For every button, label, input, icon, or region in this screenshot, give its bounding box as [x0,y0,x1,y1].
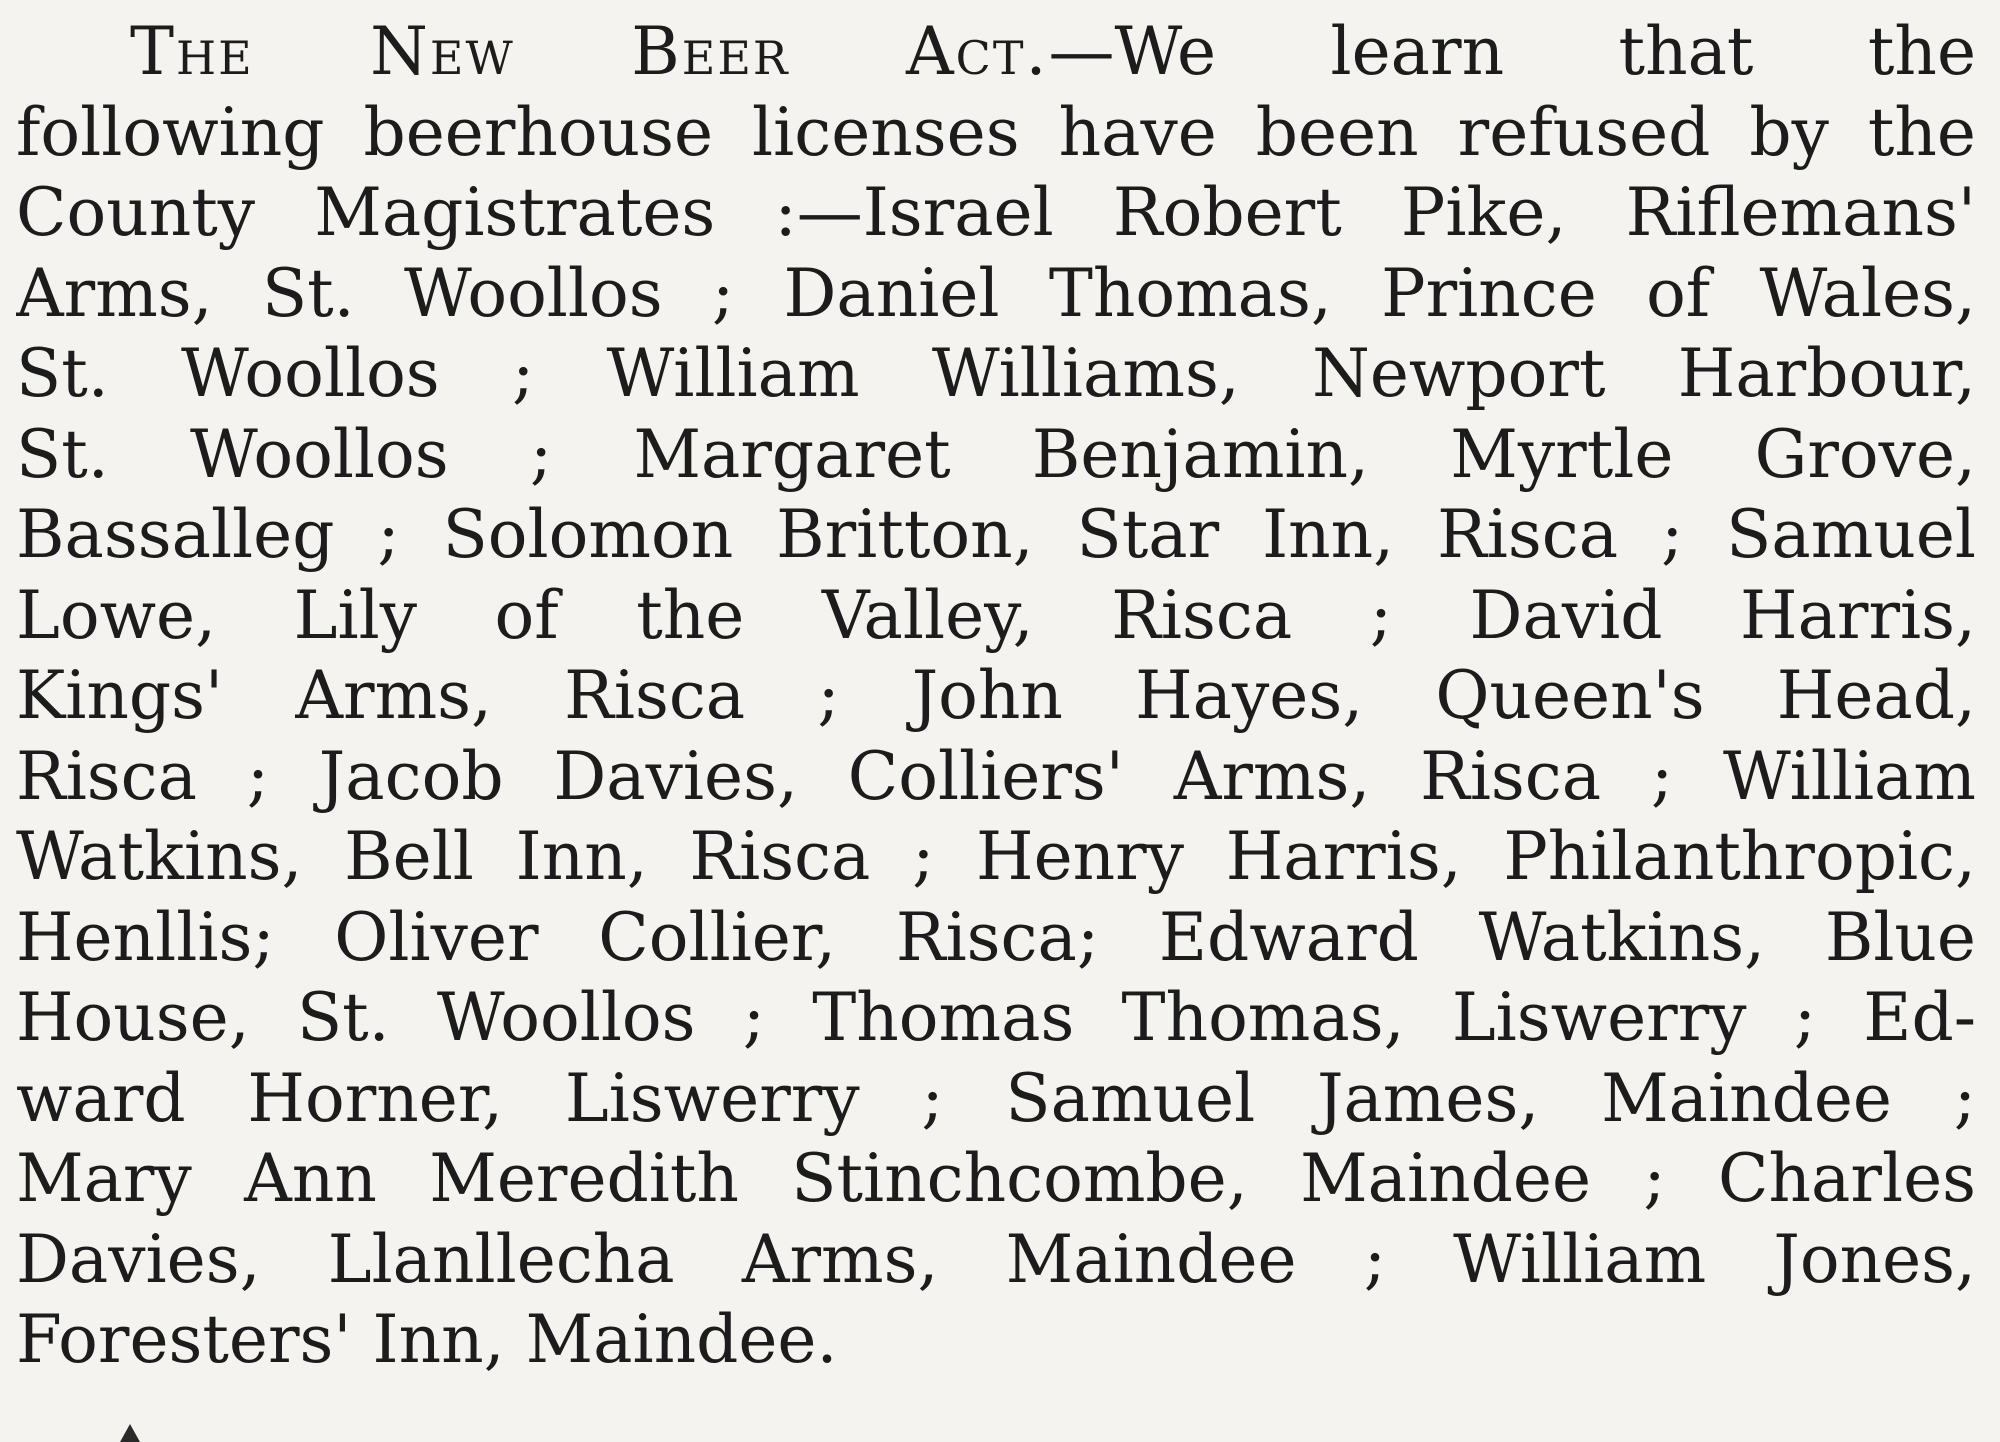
article-line [16,12,1976,93]
article-line-text: —We learn that the [1048,13,1976,90]
article-line: following beerhouse licenses have been refused by the [16,93,1976,171]
article-line: Arms, St. Woollos ; Daniel Thomas, Prince of Wales, [16,254,1976,332]
article-headline: The New Beer Act. [130,13,1049,90]
article-line: House, St. Woollos ; Thomas Thomas, Liswerry ; Ed- [16,979,1976,1056]
article-line: St. Woollos ; Margaret Benjamin, Myrtle Grove, [16,415,1976,493]
article-line: Foresters' Inn, Maindee. [16,1301,838,1378]
article-line: Lowe, Lily of the Valley, Risca ; David Harris, [16,576,1976,654]
article-column [16,12,1976,1381]
article-line: Risca ; Jacob Davies, Colliers' Arms, Risca ; William [16,737,1976,815]
article-line: St. Woollos ; William Williams, Newport Harbour, [16,335,1976,412]
article-line: Bassalleg ; Solomon Britton, Star Inn, Risca ; Samuel [16,496,1976,573]
article-line: ward Horner, Liswerry ; Samuel James, Maindee ; [16,1059,1976,1137]
article-line: Watkins, Bell Inn, Risca ; Henry Harris, Philanthropic, [16,818,1976,895]
article-line: Davies, Llanllecha Arms, Maindee ; William Jones, [16,1220,1976,1298]
article-line: County Magistrates :—Israel Robert Pike, Riflemans' [16,174,1976,251]
article-line: Kings' Arms, Risca ; John Hayes, Queen's Head, [16,657,1976,734]
next-article-cutoff-mark [120,1418,180,1442]
article-line: Henllis; Oliver Collier, Risca; Edward Watkins, Blue [16,898,1976,976]
article-line: Mary Ann Meredith Stinchcombe, Maindee ; Charles [16,1140,1976,1217]
